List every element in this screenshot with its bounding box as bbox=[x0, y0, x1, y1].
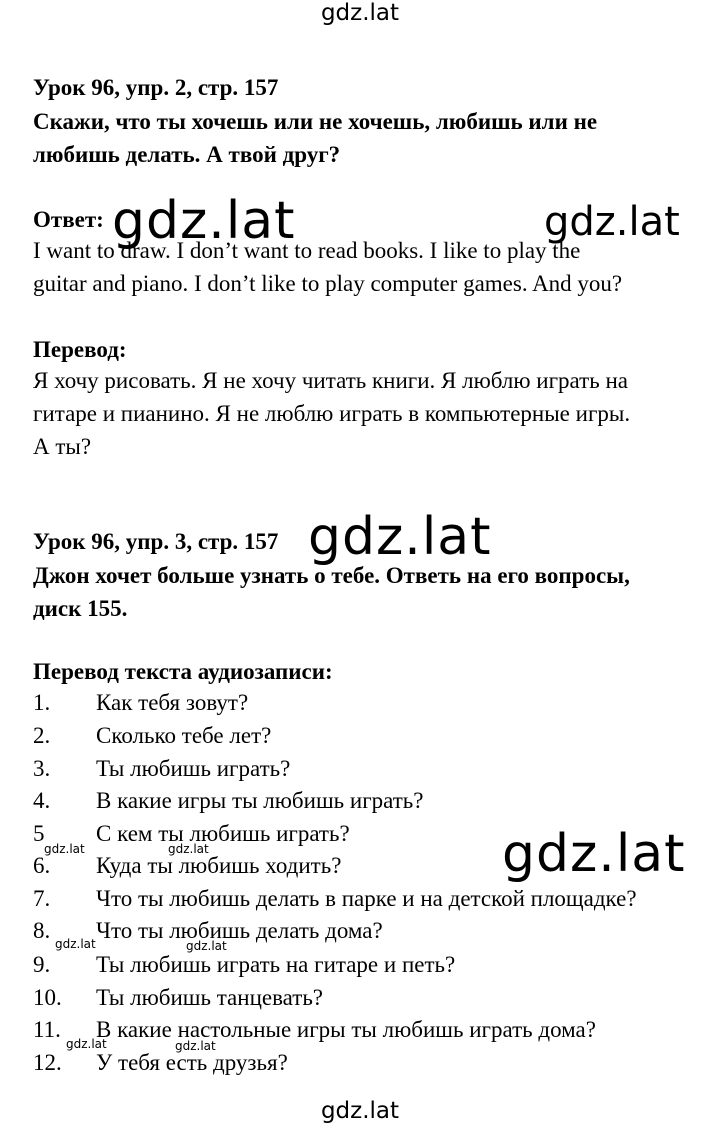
section1-task-line1: Скажи, что ты хочешь или не хочешь, любишь или не bbox=[33, 109, 598, 134]
watermark-small-3: gdz.lat bbox=[55, 937, 96, 951]
watermark-large-2: gdz.lat bbox=[308, 507, 492, 567]
translation-label: Перевод: bbox=[33, 337, 127, 362]
translation-line2: гитаре и пианино. Я не люблю играть в компьютерные игры. bbox=[33, 401, 631, 426]
item-text: Как тебя зовут? bbox=[96, 690, 249, 715]
translation-line1: Я хочу рисовать. Я не хочу читать книги. Я люблю играть на bbox=[33, 368, 628, 393]
item-number: 11. bbox=[33, 1017, 61, 1042]
audio-label: Перевод текста аудиозаписи: bbox=[33, 659, 333, 684]
answer-line2: guitar and piano. I don’t like to play computer games. And you? bbox=[33, 271, 623, 296]
watermark-top: gdz.lat bbox=[320, 0, 400, 26]
item-number: 1. bbox=[33, 690, 51, 715]
section2-heading: Урок 96, упр. 3, стр. 157 bbox=[33, 529, 279, 554]
item-number: 5 bbox=[33, 821, 45, 846]
item-text: У тебя есть друзья? bbox=[96, 1050, 288, 1075]
item-text: Сколько тебе лет? bbox=[96, 723, 272, 748]
item-number: 9. bbox=[33, 952, 51, 977]
answer-line1: I want to draw. I don’t want to read books. I like to play the bbox=[33, 238, 581, 263]
item-number: 7. bbox=[33, 886, 51, 911]
translation-line3: А ты? bbox=[33, 434, 92, 459]
section2-task-line2: диск 155. bbox=[33, 596, 128, 621]
item-number: 8. bbox=[33, 918, 51, 943]
watermark-small-1: gdz.lat bbox=[44, 842, 85, 856]
section1-heading: Урок 96, упр. 2, стр. 157 bbox=[33, 75, 279, 100]
item-number: 3. bbox=[33, 756, 51, 781]
item-number: 10. bbox=[33, 985, 62, 1010]
watermark-bottom: gdz.lat bbox=[320, 1098, 400, 1124]
item-number: 2. bbox=[33, 723, 51, 748]
watermark-small-2: gdz.lat bbox=[168, 842, 209, 856]
item-number: 4. bbox=[33, 788, 51, 813]
watermark-small-4: gdz.lat bbox=[186, 939, 227, 953]
item-text: Ты любишь играть на гитаре и петь? bbox=[96, 952, 456, 977]
section1-task-line2: любишь делать. А твой друг? bbox=[33, 142, 341, 167]
item-text: Что ты любишь делать в парке и на детской площадке? bbox=[96, 886, 637, 911]
watermark-small-5: gdz.lat bbox=[66, 1037, 107, 1051]
item-text: Куда ты любишь ходить? bbox=[96, 853, 342, 878]
answer-label: Ответ: bbox=[33, 207, 104, 232]
watermark-small-6: gdz.lat bbox=[175, 1039, 216, 1053]
item-text: В какие игры ты любишь играть? bbox=[96, 788, 424, 813]
item-text: Ты любишь играть? bbox=[96, 756, 291, 781]
section2-task-line1: Джон хочет больше узнать о тебе. Ответь на его вопросы, bbox=[33, 563, 630, 588]
item-text: Ты любишь танцевать? bbox=[96, 985, 324, 1010]
item-text: В какие настольные игры ты любишь играть дома? bbox=[96, 1017, 596, 1042]
watermark-large-1: gdz.lat bbox=[112, 191, 296, 251]
item-number: 6. bbox=[33, 853, 51, 878]
item-text: С кем ты любишь играть? bbox=[96, 821, 350, 846]
item-text: Что ты любишь делать дома? bbox=[96, 918, 383, 943]
item-number: 12. bbox=[33, 1050, 62, 1075]
watermark-medium-1: gdz.lat bbox=[544, 199, 680, 245]
watermark-large-3: gdz.lat bbox=[502, 824, 686, 884]
